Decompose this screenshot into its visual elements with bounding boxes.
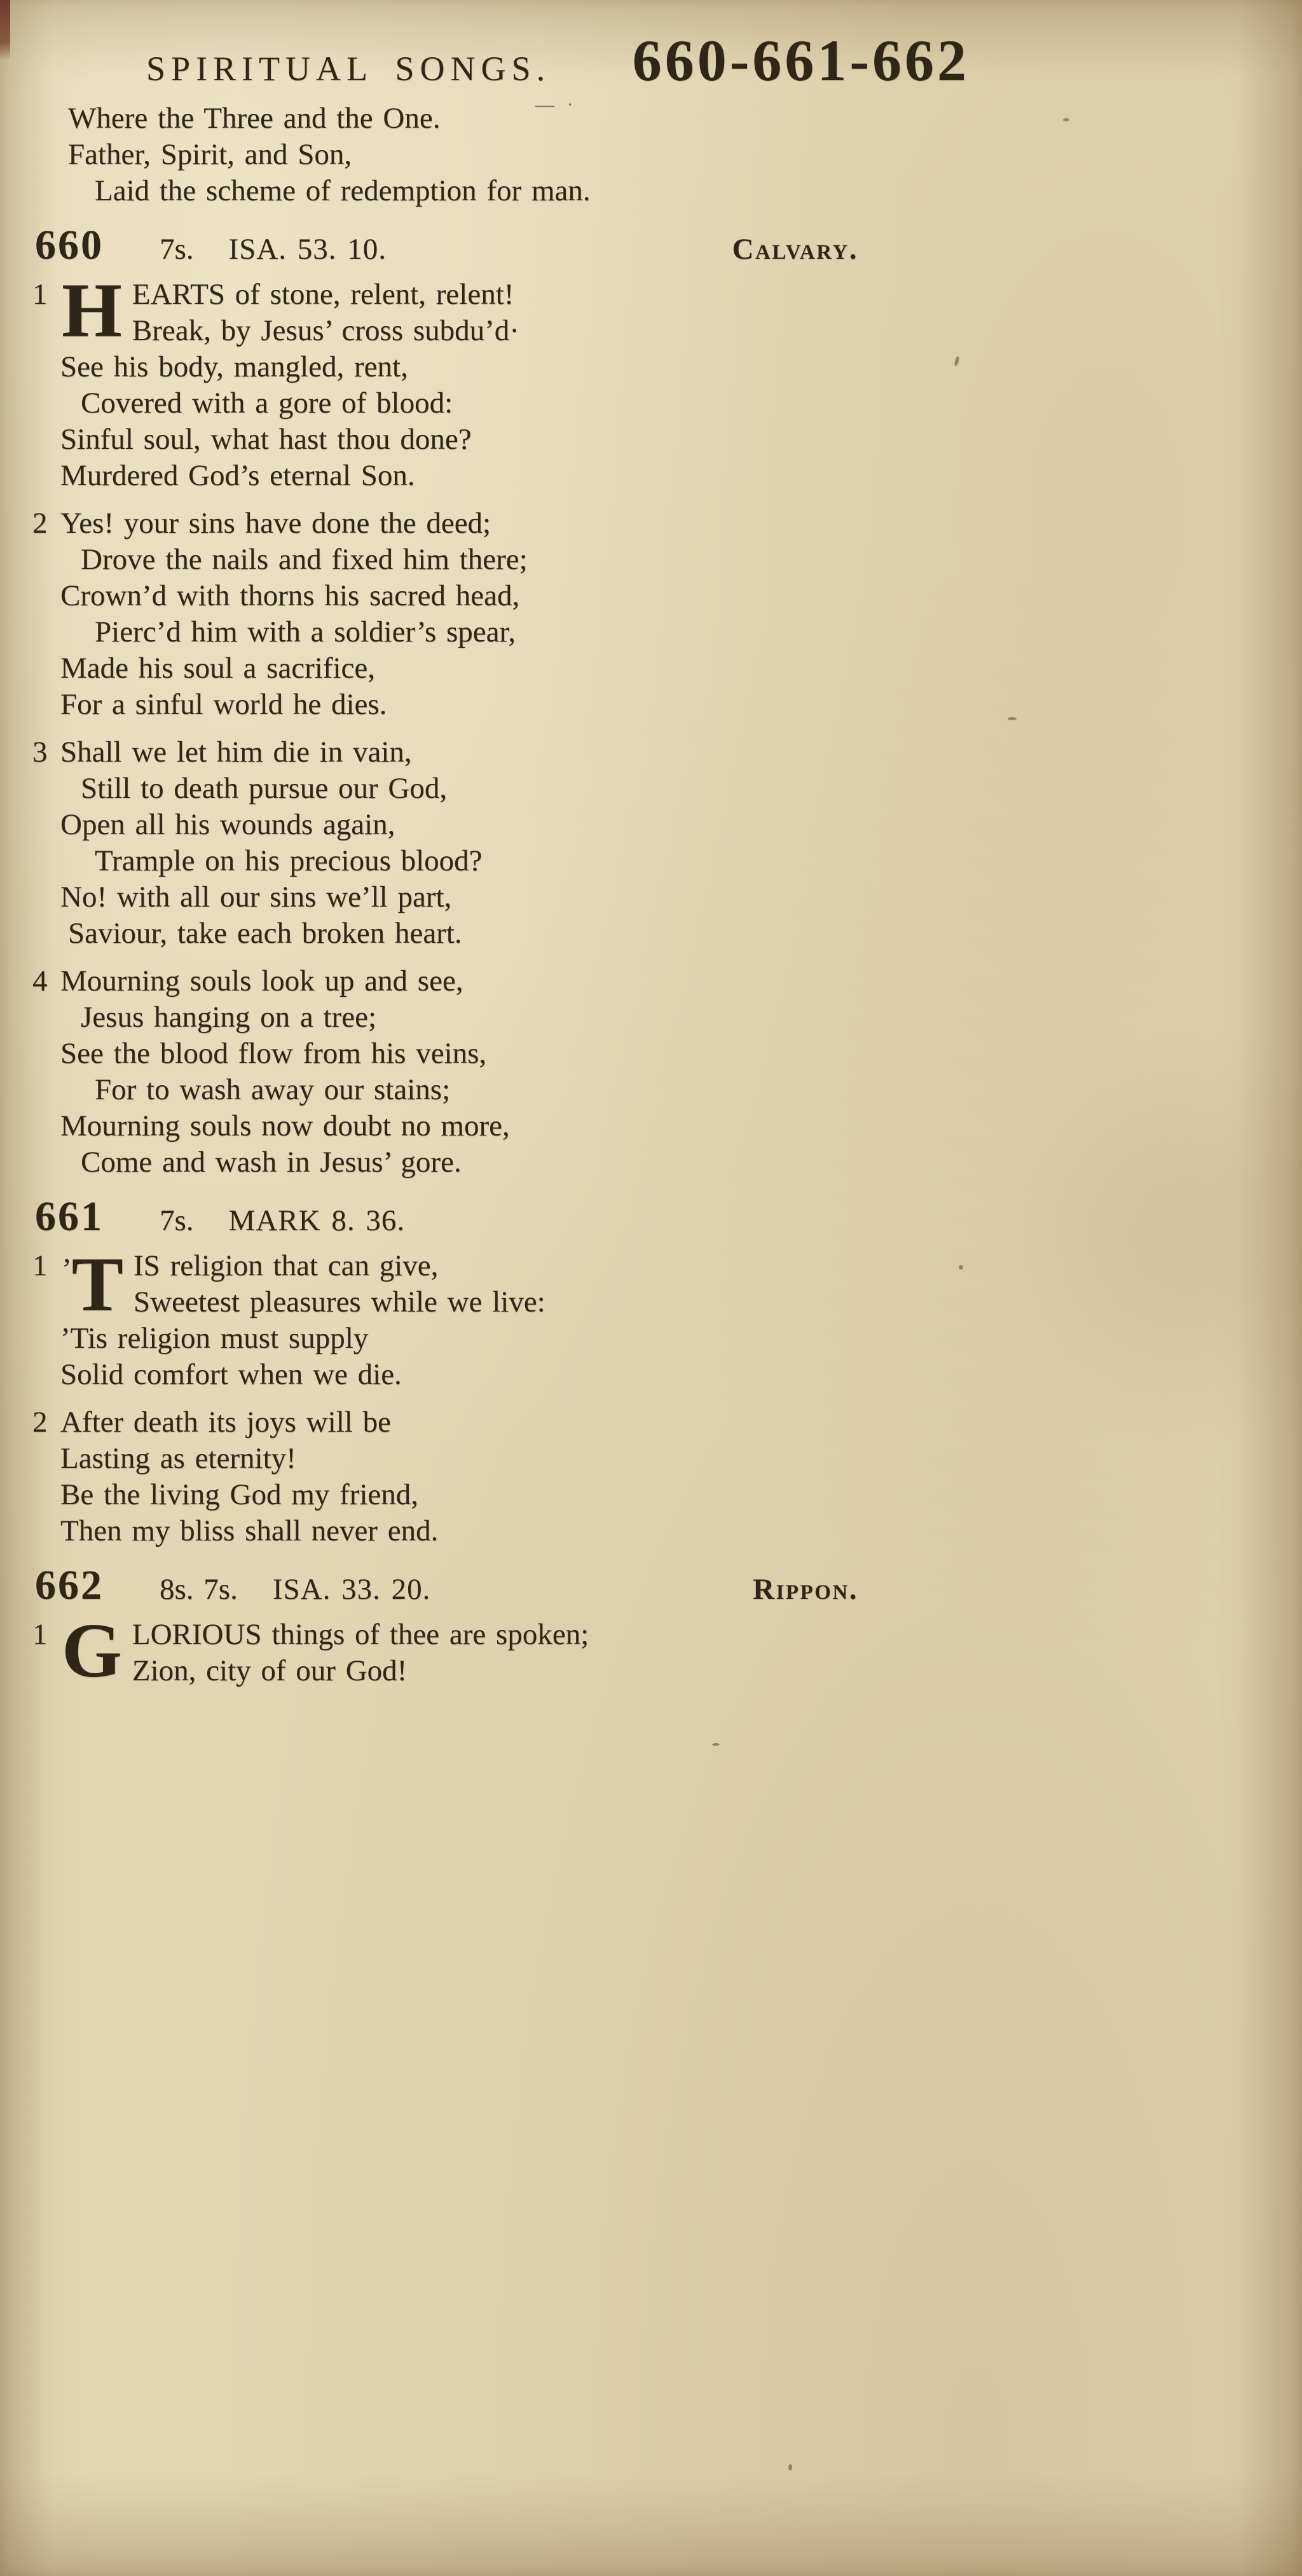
binding-edge-mark: [0, 0, 10, 60]
running-head: [60, 27, 970, 94]
page-content: [32, 100, 966, 1701]
verse-line: Drove the nails and fixed him there;: [81, 543, 528, 576]
verse-line: Pierc’d him with a soldier’s spear,: [95, 615, 516, 648]
scripture-reference: ISA. 33. 20.: [272, 1573, 431, 1606]
verse-line: Made his soul a sacrifice,: [60, 652, 375, 685]
hymn-meter: 7s.: [160, 1204, 194, 1237]
tune-name: Calvary.: [732, 233, 858, 266]
verse-line: See the blood flow from his veins,: [60, 1037, 487, 1070]
verse-line: Sinful soul, what hast thou done?: [60, 423, 472, 456]
verse-line: Crown’d with thorns his sacred head,: [60, 579, 520, 612]
verse-line: Lasting as eternity!: [60, 1442, 296, 1475]
hymn-heading: [35, 222, 966, 268]
paper-speck: [712, 1743, 720, 1746]
verse-number: 4: [32, 964, 48, 997]
verse-number: 2: [32, 507, 48, 540]
book-title: SPIRITUAL SONGS.: [146, 50, 551, 88]
verse-number: 1: [32, 1618, 48, 1651]
verse: [32, 1242, 966, 1393]
verse-line: Break, by Jesus’ cross subdu’d·: [132, 314, 519, 347]
verse-line: Shall we let him die in vain,: [60, 736, 412, 769]
drop-cap: G: [62, 1608, 122, 1694]
verse-line: After death its joys will be: [60, 1406, 391, 1439]
verse-line: Open all his wounds again,: [60, 808, 395, 841]
verse-line: Mourning souls look up and see,: [60, 964, 463, 997]
verse-line: Then my bliss shall never end.: [60, 1514, 439, 1547]
verse-line: No! with all our sins we’ll part,: [60, 880, 452, 914]
preamble-verse: [60, 100, 966, 209]
hymn-heading: [35, 1193, 966, 1240]
verse: [32, 268, 966, 494]
verse-line: Be the living God my friend,: [60, 1478, 419, 1511]
verse: [32, 1608, 966, 1694]
verse-line: Saviour, take each broken heart.: [68, 917, 462, 950]
verse-line: Zion, city of our God!: [132, 1654, 408, 1687]
verse-line: Sweetest pleasures while we live:: [134, 1285, 545, 1319]
scripture-reference: ISA. 53. 10.: [228, 233, 387, 266]
tune-name: Rippon.: [753, 1573, 858, 1606]
verse: [32, 963, 966, 1181]
verse-line: Mourning souls now doubt no more,: [60, 1109, 510, 1142]
hymn-661: [32, 1193, 966, 1549]
verse-line: Solid comfort when we die.: [60, 1358, 402, 1391]
verse-number: 3: [32, 736, 48, 769]
verse: [32, 734, 966, 952]
verse-line: ’Tis religion must supply: [60, 1322, 369, 1355]
scripture-reference: MARK 8. 36.: [228, 1204, 406, 1237]
verse-line: For a sinful world he dies.: [60, 688, 387, 721]
hymn-number: 662: [35, 1562, 104, 1608]
verse-line: Covered with a gore of blood:: [81, 387, 453, 420]
verse-line: Where the Three and the One.: [68, 102, 441, 135]
hymn-meter: 7s.: [160, 233, 194, 266]
hymn-meter: 8s. 7s.: [160, 1573, 238, 1606]
hymn-heading: [35, 1562, 966, 1608]
verse-line: Trample on his precious blood?: [95, 844, 483, 877]
verse: [32, 505, 966, 723]
hymn-number: 660: [35, 222, 104, 268]
hymn-number: 661: [35, 1193, 104, 1240]
verse-line: Father, Spirit, and Son,: [68, 138, 352, 171]
verse: [32, 1404, 966, 1549]
verse-line: See his body, mangled, rent,: [60, 350, 408, 383]
hymn-660: [32, 222, 966, 1181]
verse-line: IS religion that can give,: [134, 1249, 439, 1282]
hymn-662: [32, 1562, 966, 1694]
verse-line: EARTS of stone, relent, relent!: [132, 278, 514, 311]
verse-line: Still to death pursue our God,: [81, 772, 448, 805]
drop-cap: H: [62, 268, 122, 353]
verse-line: Murdered God’s eternal Son.: [60, 459, 415, 492]
verse-number: 1: [32, 278, 48, 311]
paper-speck: [788, 2464, 792, 2470]
ink-mark: — ·: [535, 94, 577, 115]
drop-cap: ’T: [62, 1242, 124, 1327]
verse-number: 1: [32, 1249, 48, 1282]
verse-line: LORIOUS things of thee are spoken;: [132, 1618, 589, 1651]
verse-line: Jesus hanging on a tree;: [81, 1001, 377, 1034]
paper-speck: [1008, 717, 1017, 720]
verse-line: Come and wash in Jesus’ gore.: [81, 1146, 462, 1179]
verse-line: For to wash away our stains;: [95, 1073, 451, 1106]
hymn-range: 660-661-662: [632, 28, 970, 93]
verse-line: Yes! your sins have done the deed;: [60, 507, 491, 540]
verse-number: 2: [32, 1406, 48, 1439]
verse-line: Laid the scheme of redemption for man.: [95, 174, 591, 207]
paper-speck: [1063, 118, 1069, 121]
